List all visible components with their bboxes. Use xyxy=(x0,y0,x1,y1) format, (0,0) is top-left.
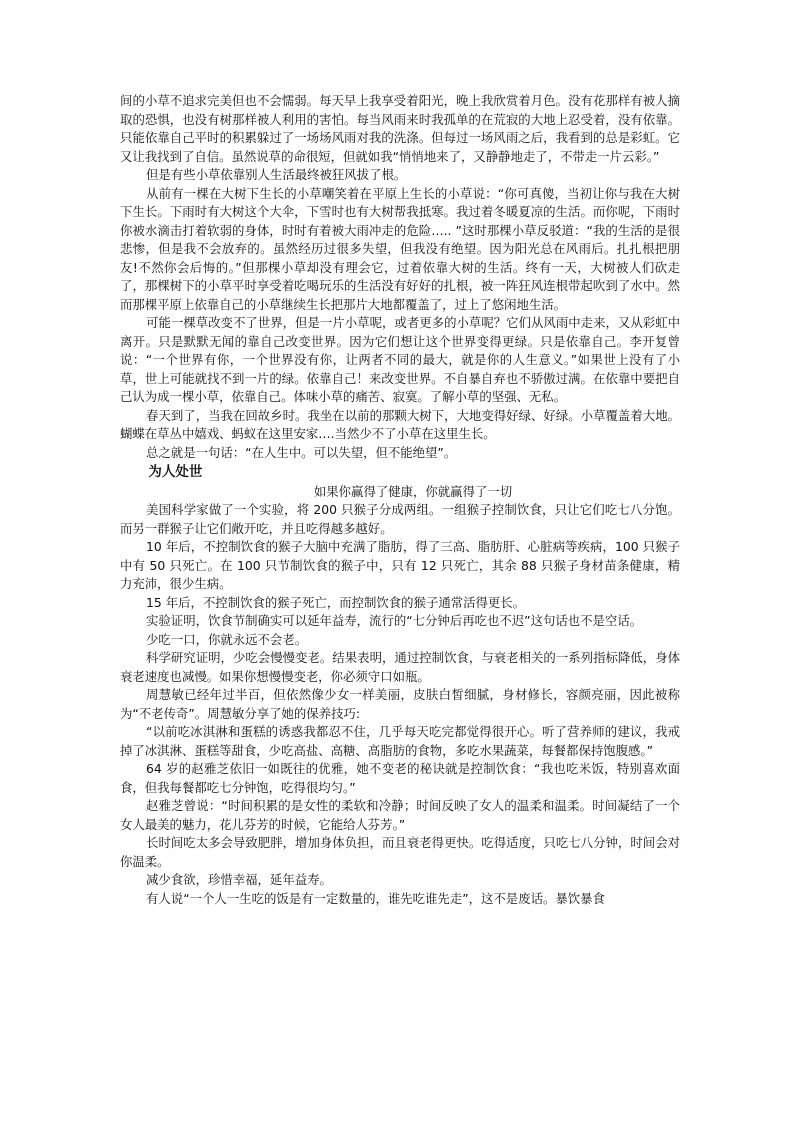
paragraph: 科学研究证明，少吃会慢慢变老。结果表明，通过控制饮食，与衰老相关的一系列指标降低，身体衰老速度也减慢。如果你想慢慢变老，你必须守口如瓶。 xyxy=(120,650,680,684)
paragraph: 从前有一棵在大树下生长的小草嘲笑着在平原上生长的小草说：“你可真傻，当初让你与我在大树下生长。下雨时有大树这个大伞，下雪时也有大树帮我抵寒。我过着冬暖夏凉的生活。而你呢，下雨时你被水滴击打着软弱的身体，时时有着被大雨冲走的危险….. ”这时那棵小草反驳道：“我的生活的是很悲惨，但是我不会放弃的。虽然经历过很多失望，但我没有绝望。因为阳光总在风雨后。扎扎根把朋友!不然你会后悔的。”但那棵小草却没有理会它，过着依靠大树的生活。终有一天，大树被人们砍走了，那棵树下的小草平时享受着吃喝玩乐的生活没有好好的扎根，被一阵狂风连根带起吹到了水中。然而那棵平原上依靠自己的小草继续生长把那片大地都覆盖了，过上了悠闲地生活。 xyxy=(120,185,680,312)
paragraph: 实验证明，饮食节制确实可以延年益寿，流行的“七分钟后再吃也不迟”这句话也不是空话。 xyxy=(146,613,643,628)
paragraph: 春天到了，当我在回故乡时。我坐在以前的那颗大树下，大地变得好绿、好绿。小草覆盖着大地。蝴蝶在草丛中嬉戏、蚂蚁在这里安家….当然少不了小草在这里生长。 xyxy=(120,407,680,441)
paragraph: 减少食欲，珍惜幸福，延年益寿。 xyxy=(146,872,332,887)
quote-paragraph: “以前吃冰淇淋和蛋糕的诱惑我都忍不住，几乎每天吃完都觉得很开心。听了营养师的建议，我戒掉了冰淇淋、蛋糕等甜食，少吃高盐、高糖、高脂肪的食物，多吃水果蔬菜，每餐都保持饱腹感。” xyxy=(120,724,680,758)
paragraph: 美国科学家做了一个实验，将 200 只猴子分成两组。一组猴子控制饮食，只让它们吃七八分饱。而另一群猴子让它们敞开吃，并且吃得越多越好。 xyxy=(120,502,680,536)
paragraph: 长时间吃太多会导致肥胖，增加身体负担，而且衰老得更快。吃得适度，只吃七八分钟，时间会对你温柔。 xyxy=(120,835,680,869)
paragraph: 可能一棵草改变不了世界，但是一片小草呢，或者更多的小草呢？它们从风雨中走来，又从彩虹中离开。只是默默无闻的靠自己改变世界。因为它们想让这个世界变得更绿。只是依靠自己。李开复曾说：“一个世界有你，一个世界没有你，让两者不同的最大，就是你的人生意义。”如果世上没有了小草，世上可能就找不到一片的绿。依靠自己！来改变世界。不自暴自弃也不骄傲过满。在依靠中要把自己认为成一棵小草，依靠自己。体味小草的痛苦、寂寞。了解小草的坚强、无私。 xyxy=(120,315,680,404)
paragraph: 但是有些小草依靠别人生活最终被狂风拔了根。 xyxy=(146,167,407,182)
paragraph: 总之就是一句话：“在人生中。可以失望，但不能绝望”。 xyxy=(146,444,457,460)
paragraph: 赵雅芝曾说：“时间积累的是女性的柔软和冷静；时间反映了女人的温柔和温柔。时间凝结了一个女人最美的魅力，花儿芬芳的时候，它能给人芬芳。” xyxy=(120,798,680,832)
paragraph: 间的小草不追求完美但也不会懦弱。每天早上我享受着阳光，晚上我欣赏着月色。没有花那样有被人摘取的恐惧，也没有树那样被人利用的害怕。每当风雨来时我孤单的在荒寂的大地上忍受着，没有依靠。只能依靠自己平时的积累躲过了一场场风雨对我的洗涤。但每过一场风雨之后，我看到的总是彩虹。它又让我找到了自信。虽然说草的命很短，但就如我“悄悄地来了，又静静地走了，不带走一片云彩。” xyxy=(120,93,680,164)
document-body xyxy=(120,92,680,908)
paragraph: 周慧敏已经年过半百，但依然像少女一样美丽，皮肤白皙细腻，身材修长，容颜亮丽，因此被称为“不老传奇”。周慧敏分享了她的保养技巧: xyxy=(120,687,680,721)
paragraph: 少吃一口，你就永远不会老。 xyxy=(146,631,308,647)
paragraph: 15 年后，不控制饮食的猴子死亡，而控制饮食的猴子通常活得更长。 xyxy=(146,594,526,610)
paragraph: 64 岁的赵雅芝依旧一如既往的优雅，她不变老的秘诀就是控制饮食：“我也吃米饭，特别喜欢面食，但我每餐都吃七分钟饱，吃得很均匀。” xyxy=(120,761,680,795)
paragraph: 10 年后，不控制饮食的猴子大脑中充满了脂肪，得了三高、脂肪肝、心脏病等疾病，100 只猴子中有 50 只死亡。在 100 只节制饮食的猴子中，只有 12 只死亡，其余 88 只猴子身材苗条健康，精力充沛，很少生病。 xyxy=(120,539,680,591)
paragraph: 有人说“一个人一生吃的饭是有一定数量的，谁先吃谁先走”，这不是废话。暴饮暴食 xyxy=(146,890,605,906)
article-subtitle: 如果你赢得了健康，你就赢得了一切 xyxy=(313,484,513,499)
section-heading: 为人处世 xyxy=(148,464,203,480)
